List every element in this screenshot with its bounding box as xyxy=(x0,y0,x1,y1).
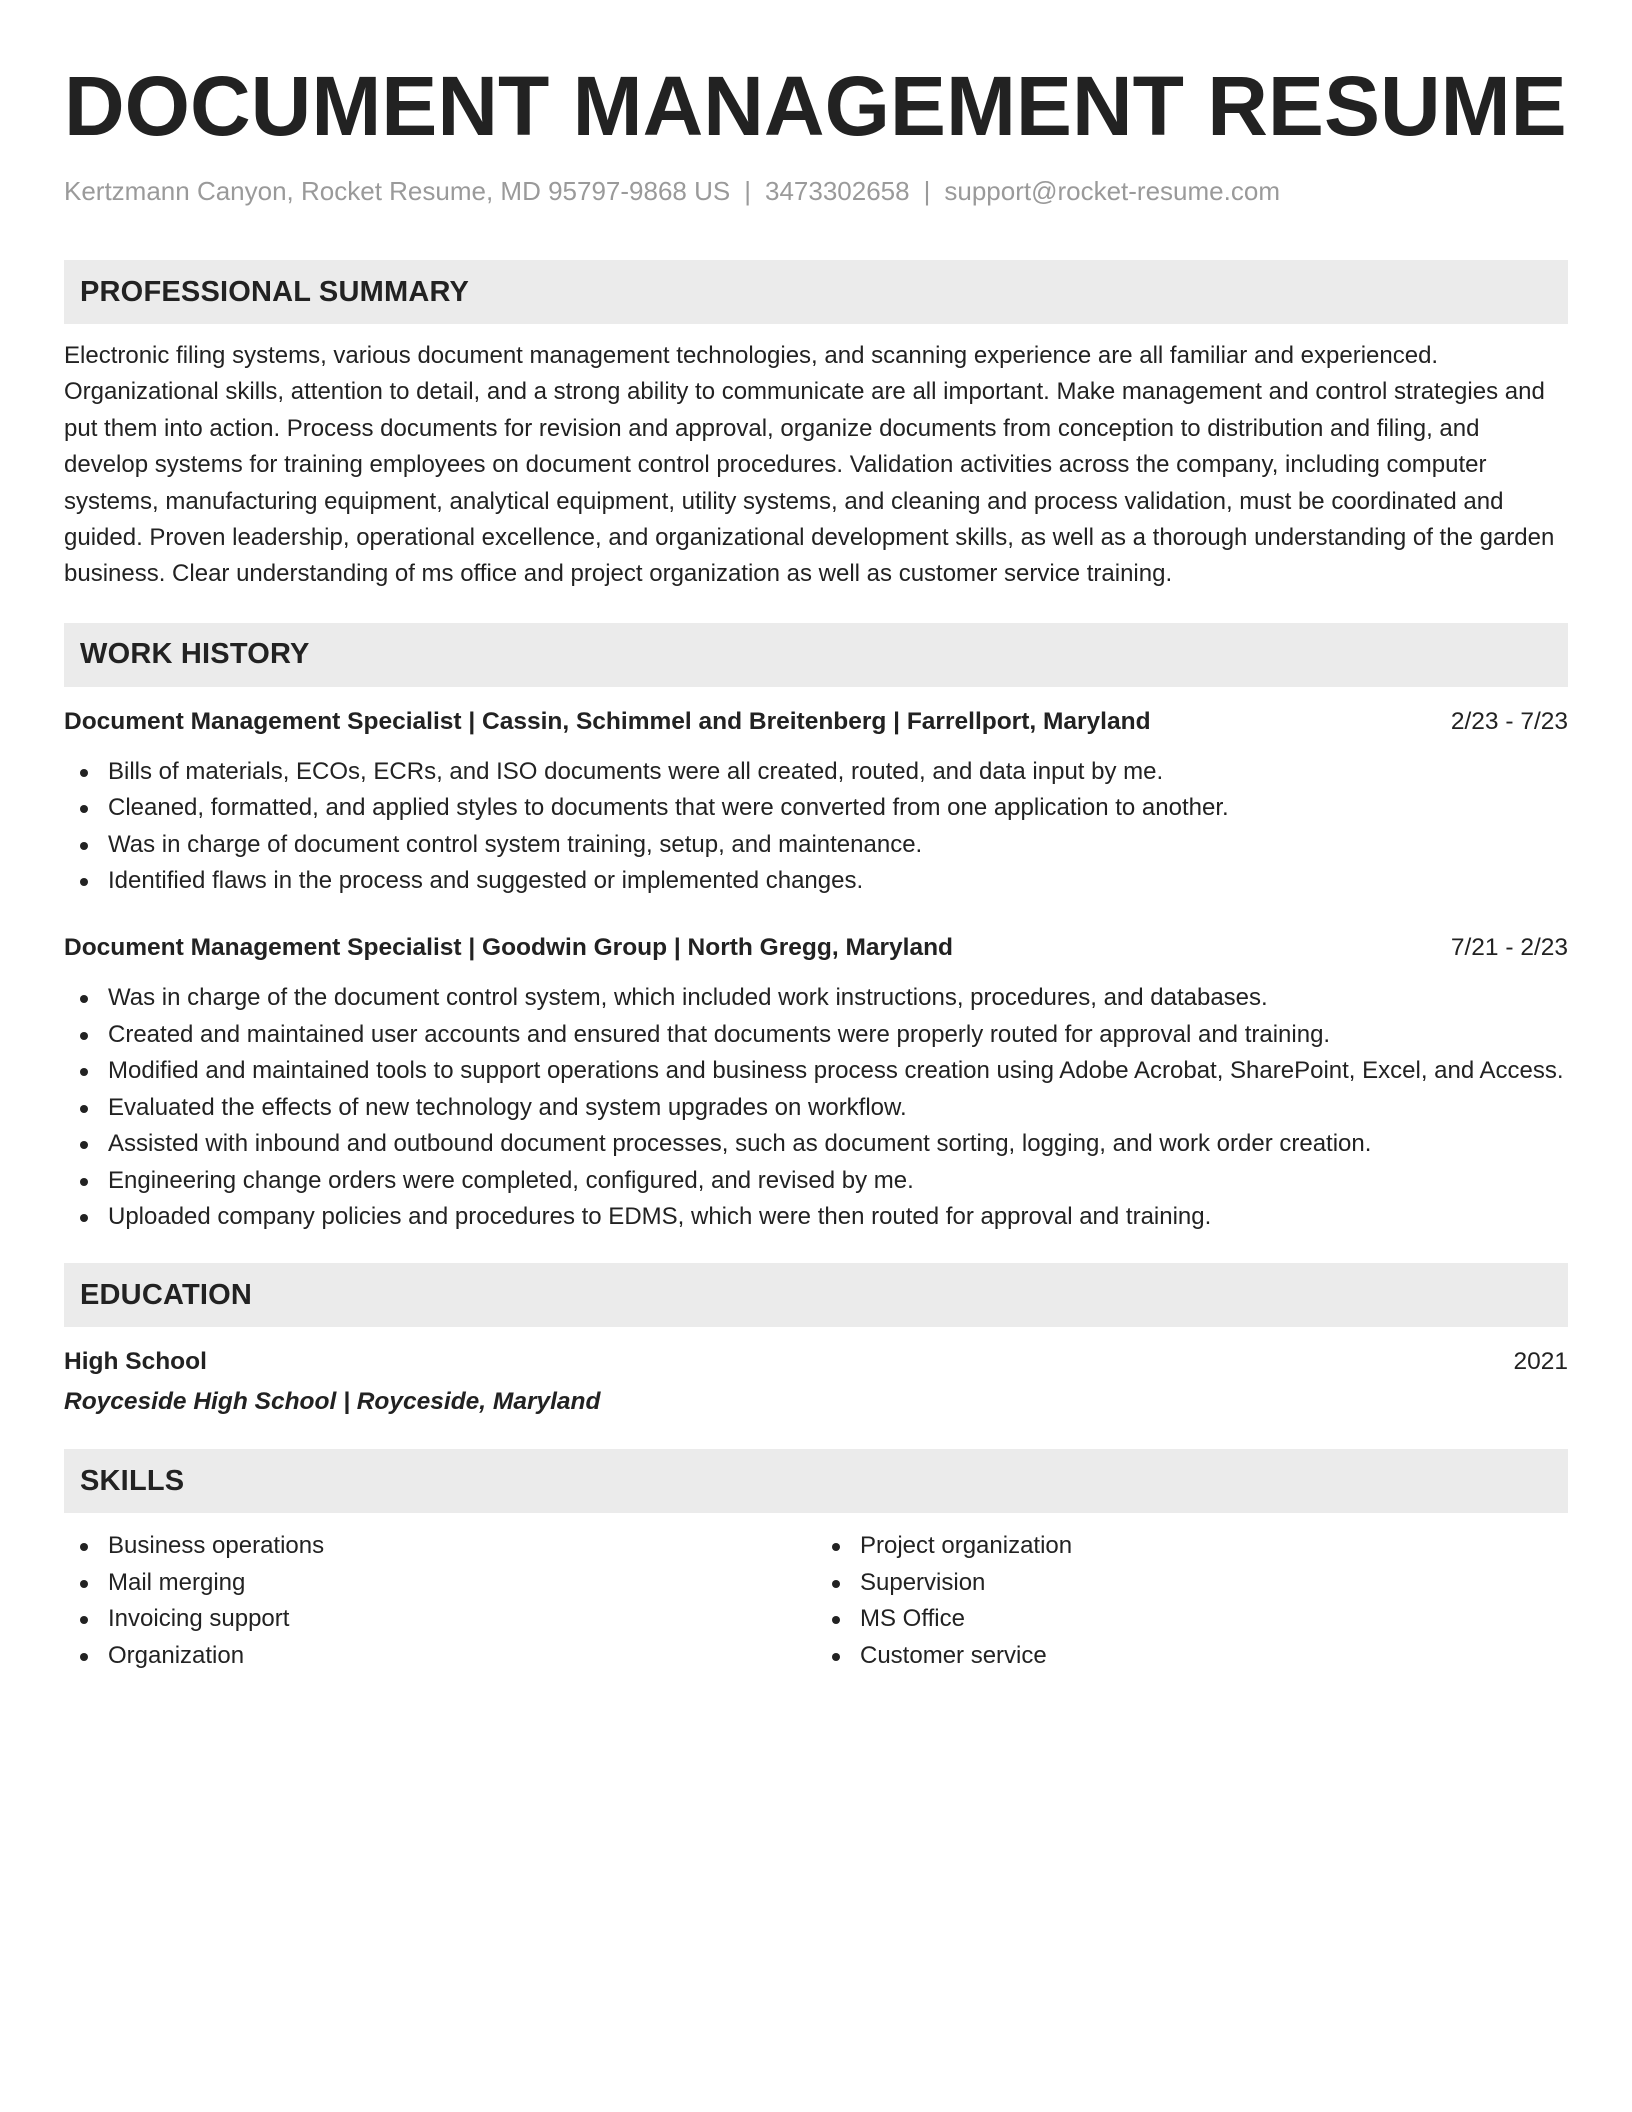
bullet-icon xyxy=(832,1580,840,1588)
list-item xyxy=(64,863,1568,899)
skill-text: Invoicing support xyxy=(108,1605,290,1633)
list-item xyxy=(64,1601,816,1637)
list-item xyxy=(64,754,1568,790)
education-entry xyxy=(64,1345,1568,1379)
bullet-icon xyxy=(80,805,88,813)
skills-column-right xyxy=(816,1528,1568,1674)
bullet-icon xyxy=(832,1653,840,1661)
bullet-icon xyxy=(832,1616,840,1624)
bullet-text: Evaluated the effects of new technology and system upgrades on workflow. xyxy=(108,1093,907,1121)
bullet-icon xyxy=(80,1032,88,1040)
bullet-text: Uploaded company policies and procedures to EDMS, which were then routed for approval and training. xyxy=(108,1202,1212,1230)
contact-separator: | xyxy=(923,176,931,206)
bullet-text: Was in charge of the document control system, which included work instructions, procedures, and databases. xyxy=(108,984,1268,1012)
bullet-icon xyxy=(80,1653,88,1661)
list-item xyxy=(64,1528,816,1564)
bullet-text: Cleaned, formatted, and applied styles to documents that were converted from one application to another. xyxy=(108,794,1229,822)
bullet-icon xyxy=(80,769,88,777)
skill-text: Customer service xyxy=(860,1641,1047,1669)
job-title: Document Management Specialist | Cassin, Schimmel and Breitenberg | Farrellport, Maryland xyxy=(64,707,1151,735)
summary-text: Electronic filing systems, various document management technologies, and scanning experience are all familiar and experienced. Organizational skills, attention to detail, and a strong ability to communicate are all important. Make management and control strategies and put them into action. Process documents for revision and approval, organize documents from conception to distribution and filing, and develop systems for training employees on document control procedures. Validation activities across the company, including computer systems, manufacturing equipment, analytical equipment, utility systems, and cleaning and process validation, must be coordinated and guided. Proven leadership, operational excellence, and organizational development skills, as well as a thorough understanding of the garden business. Clear understanding of ms office and project organization as well as customer service training. xyxy=(64,342,1555,588)
list-item xyxy=(64,980,1568,1016)
contact-address: Kertzmann Canyon, Rocket Resume, MD 95797-9868 US xyxy=(64,176,731,206)
education-school: Royceside High School | Royceside, Maryland xyxy=(64,1388,601,1416)
contact-email: support@rocket-resume.com xyxy=(944,176,1280,206)
bullet-icon xyxy=(80,1214,88,1222)
skill-text: Project organization xyxy=(860,1532,1073,1560)
list-item xyxy=(64,827,1568,863)
bullet-icon xyxy=(832,1543,840,1551)
list-item xyxy=(816,1638,1568,1674)
contact-phone: 3473302658 xyxy=(764,176,910,206)
bullet-icon xyxy=(80,1105,88,1113)
bullet-icon xyxy=(80,1580,88,1588)
skill-text: Mail merging xyxy=(108,1568,246,1596)
bullet-text: Identified flaws in the process and suggested or implemented changes. xyxy=(108,867,864,895)
list-item xyxy=(64,1565,816,1601)
skill-text: Organization xyxy=(108,1641,245,1669)
list-item xyxy=(64,1017,1568,1053)
job-header xyxy=(64,705,1568,739)
bullet-text: Modified and maintained tools to support operations and business process creation using Adobe Acrobat, SharePoint, Excel, and Access. xyxy=(108,1057,1564,1085)
list-item xyxy=(64,1126,1568,1162)
list-item xyxy=(816,1565,1568,1601)
bullet-icon xyxy=(80,878,88,886)
bullet-icon xyxy=(80,1141,88,1149)
list-item xyxy=(816,1601,1568,1637)
section-header-work-history: WORK HISTORY xyxy=(64,623,1568,687)
section-header-summary: PROFESSIONAL SUMMARY xyxy=(64,260,1568,324)
bullet-icon xyxy=(80,842,88,850)
list-item xyxy=(64,1163,1568,1199)
list-item xyxy=(64,1090,1568,1126)
job-title: Document Management Specialist | Goodwin Group | North Gregg, Maryland xyxy=(64,934,953,962)
skill-text: Business operations xyxy=(108,1532,325,1560)
list-item xyxy=(64,1053,1568,1089)
bullet-text: Engineering change orders were completed, configured, and revised by me. xyxy=(108,1166,914,1194)
bullet-text: Assisted with inbound and outbound document processes, such as document sorting, logging, and work order creation. xyxy=(108,1130,1372,1158)
job-entry xyxy=(64,931,1568,1235)
bullet-text: Created and maintained user accounts and ensured that documents were properly routed for approval and training. xyxy=(108,1020,1331,1048)
education-year: 2021 xyxy=(1513,1348,1568,1376)
job-dates: 2/23 - 7/23 xyxy=(1450,707,1568,735)
job-bullets xyxy=(64,754,1568,900)
contact-separator: | xyxy=(744,176,751,206)
contact-line xyxy=(64,174,1568,208)
skills-columns xyxy=(64,1528,1568,1674)
section-header-skills: SKILLS xyxy=(64,1449,1568,1513)
resume-title: DOCUMENT MANAGEMENT RESUME xyxy=(64,59,1567,153)
education-degree: High School xyxy=(64,1348,207,1376)
bullet-icon xyxy=(80,1068,88,1076)
list-item xyxy=(64,1638,816,1674)
bullet-icon xyxy=(80,1616,88,1624)
job-header xyxy=(64,931,1568,965)
job-bullets xyxy=(64,980,1568,1235)
skill-text: Supervision xyxy=(860,1568,986,1596)
list-item xyxy=(816,1528,1568,1564)
job-dates: 7/21 - 2/23 xyxy=(1450,934,1568,962)
bullet-text: Was in charge of document control system training, setup, and maintenance. xyxy=(108,830,923,858)
section-header-education: EDUCATION xyxy=(64,1263,1568,1327)
list-item xyxy=(64,790,1568,826)
bullet-icon xyxy=(80,1178,88,1186)
bullet-icon xyxy=(80,995,88,1003)
bullet-text: Bills of materials, ECOs, ECRs, and ISO documents were all created, routed, and data input by me. xyxy=(108,757,1164,785)
skill-text: MS Office xyxy=(860,1605,965,1633)
list-item xyxy=(64,1199,1568,1235)
skills-column-left xyxy=(64,1528,816,1674)
bullet-icon xyxy=(80,1543,88,1551)
job-entry xyxy=(64,705,1568,900)
